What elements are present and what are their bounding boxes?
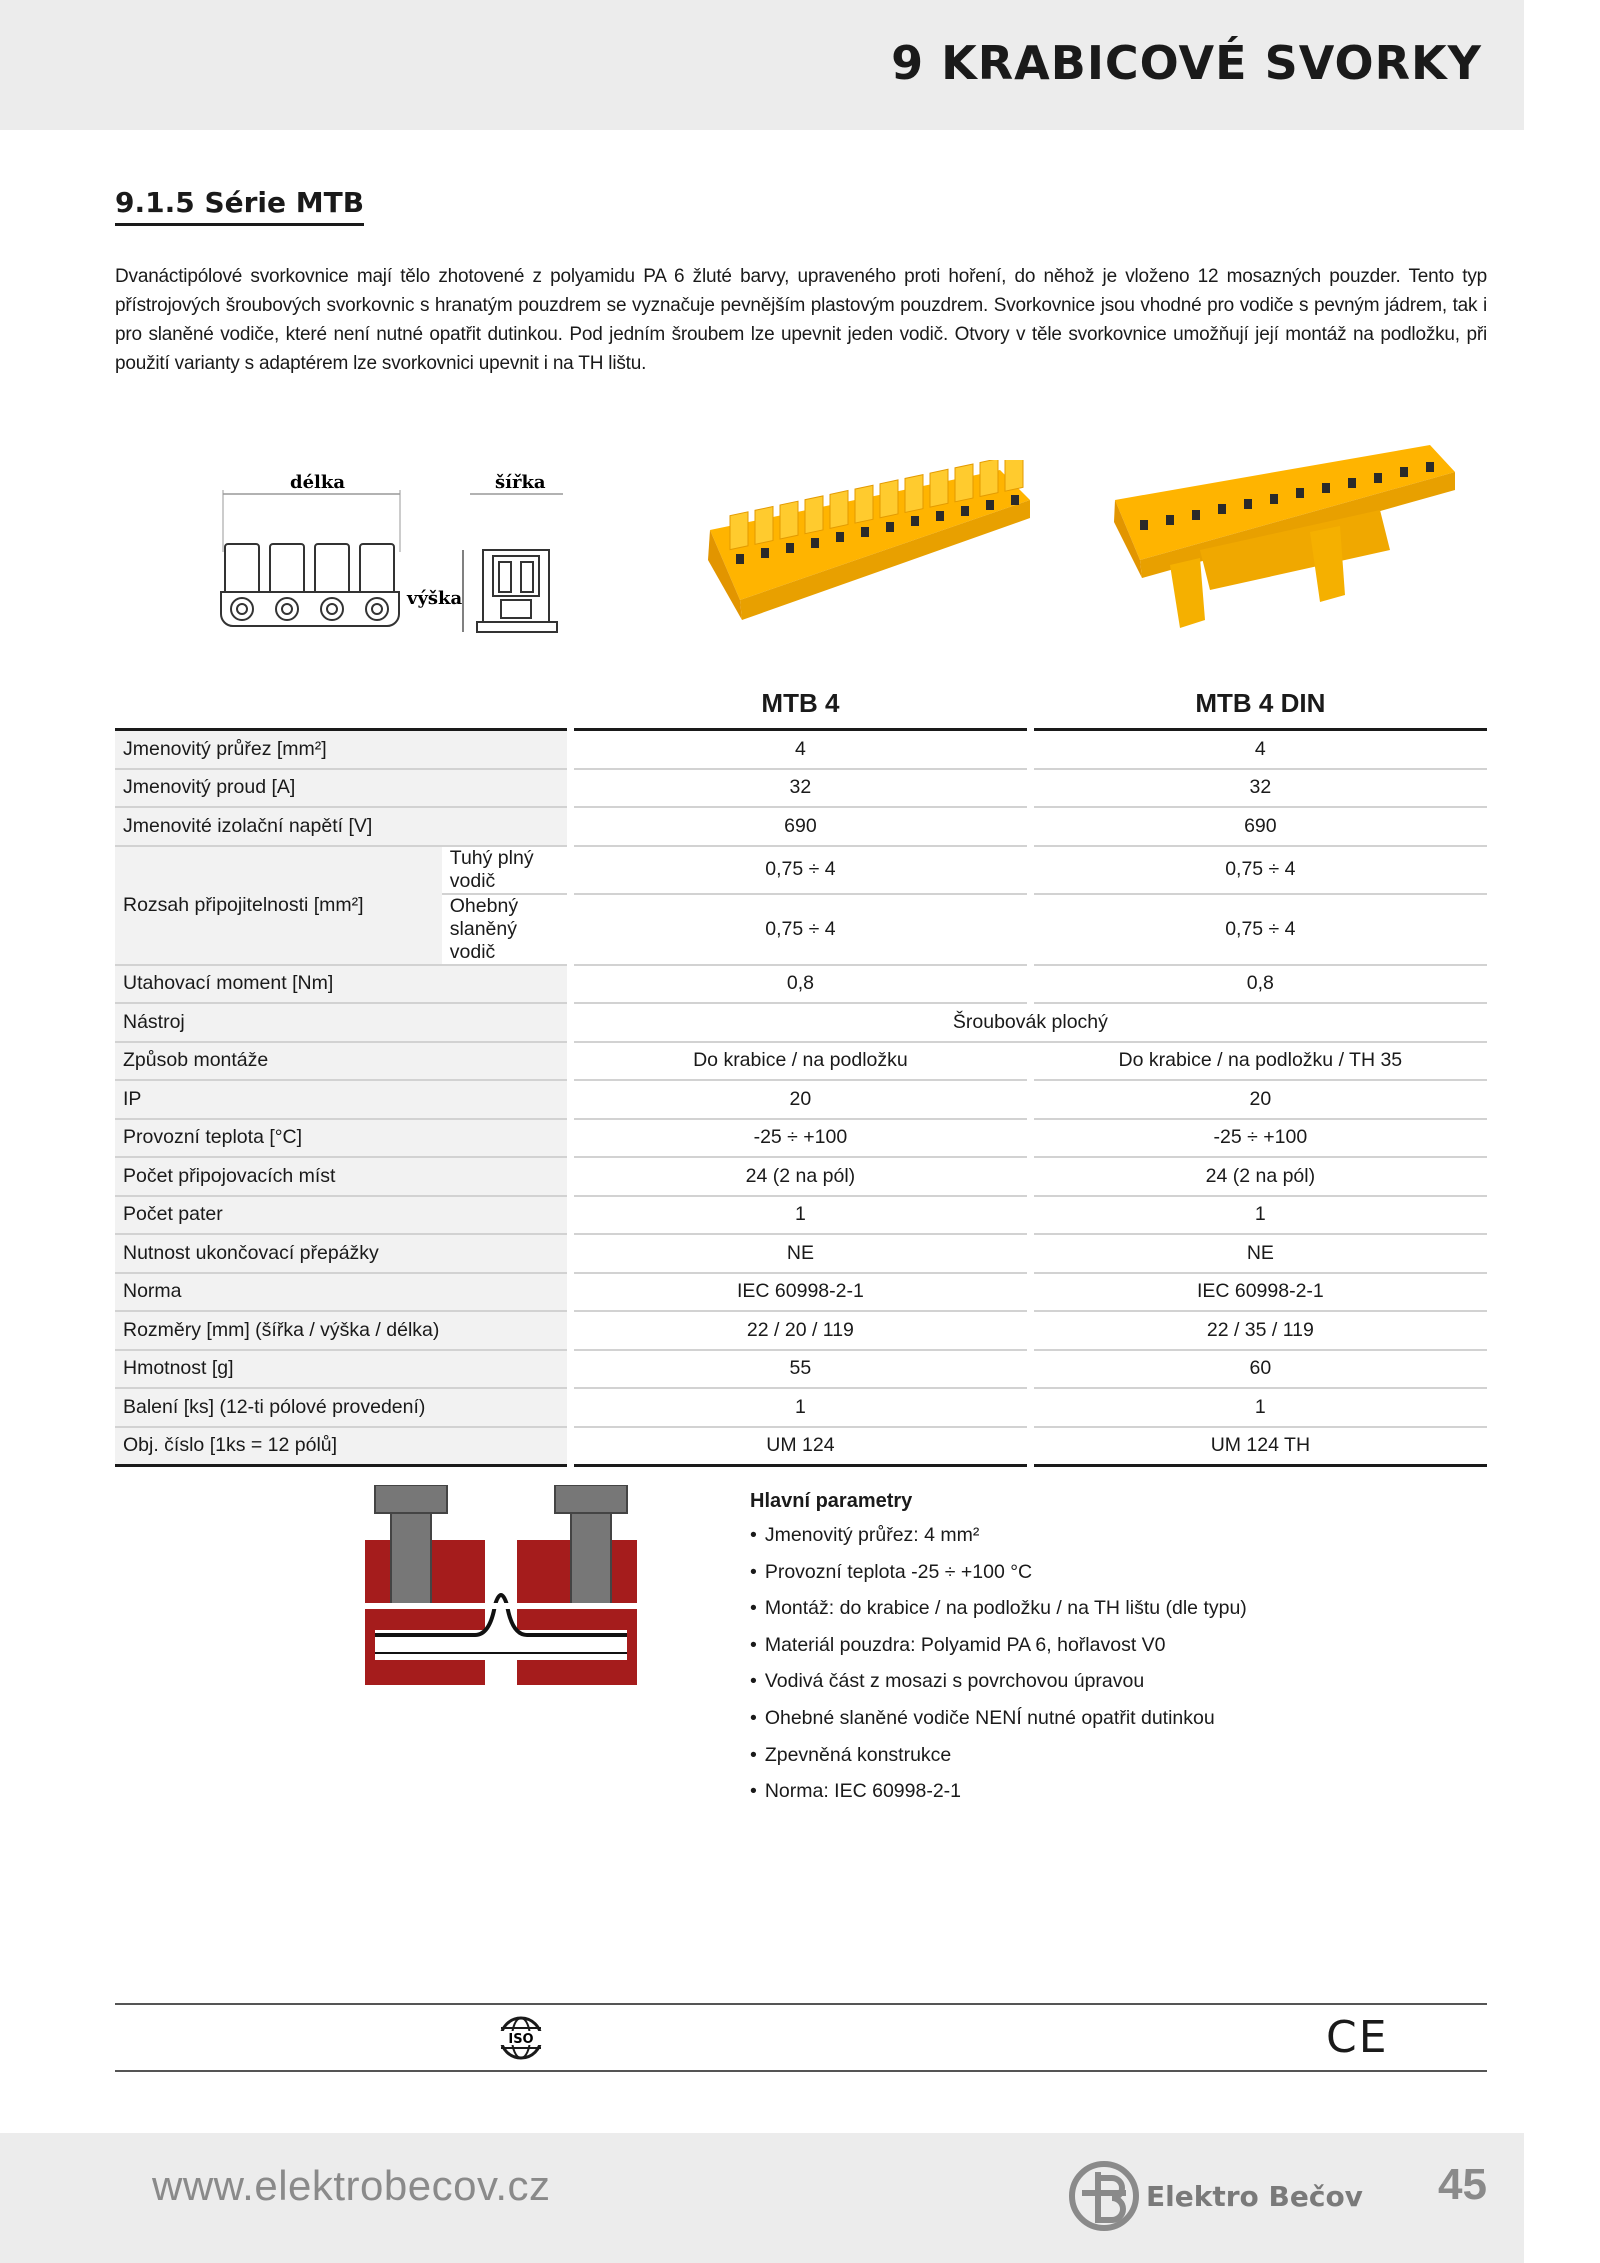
table-row <box>115 1274 1487 1313</box>
row-value-mtb4-din: 0,8 <box>1034 966 1487 1005</box>
list-item: • Materiál pouzdra: Polyamid PA 6, hořlavost V0 <box>750 1627 1450 1664</box>
table-row <box>115 1043 1487 1082</box>
row-label: IP <box>115 1081 567 1120</box>
parameters-list <box>750 1517 1450 1810</box>
row-value-mtb4-din: -25 ÷ +100 <box>1034 1120 1487 1159</box>
row-value-mtb4: 0,75 ÷ 4 <box>574 895 1027 966</box>
elektro-becov-logo-icon <box>1068 2160 1140 2232</box>
row-label: Rozsah připojitelnosti [mm²] <box>115 847 442 966</box>
row-label: Hmotnost [g] <box>115 1351 567 1390</box>
row-label: Utahovací moment [Nm] <box>115 966 567 1005</box>
ce-mark-icon: CE <box>1326 2012 1389 2063</box>
table-header-spacer <box>115 680 567 731</box>
dimension-drawing <box>215 452 595 652</box>
list-item: • Montáž: do krabice / na podložku / na TH lištu (dle typu) <box>750 1590 1450 1627</box>
table-row <box>115 1004 1487 1043</box>
table-row <box>115 1235 1487 1274</box>
table-row <box>115 1197 1487 1236</box>
row-label: Nástroj <box>115 1004 567 1043</box>
column-header-mtb4: MTB 4 <box>574 680 1027 731</box>
row-value-mtb4: 55 <box>574 1351 1027 1390</box>
row-label: Obj. číslo [1ks = 12 pólů] <box>115 1428 567 1468</box>
width-label: šířka <box>495 472 546 493</box>
table-row <box>115 1158 1487 1197</box>
row-value-mtb4-din: 20 <box>1034 1081 1487 1120</box>
brand-name: Elektro Bečov <box>1146 2179 1363 2213</box>
row-value-merged: Šroubovák plochý <box>574 1004 1487 1043</box>
length-label: délka <box>290 472 346 493</box>
table-row <box>115 1312 1487 1351</box>
chapter-title: 9 KRABICOVÉ SVORKY <box>891 36 1482 90</box>
list-item: • Provozní teplota -25 ÷ +100 °C <box>750 1554 1450 1591</box>
row-value-mtb4: -25 ÷ +100 <box>574 1120 1027 1159</box>
row-value-mtb4: 4 <box>574 731 1027 770</box>
list-item: • Zpevněná konstrukce <box>750 1737 1450 1774</box>
row-value-mtb4-din: 1 <box>1034 1197 1487 1236</box>
row-label: Počet pater <box>115 1197 567 1236</box>
website-link[interactable]: www.elektrobecov.cz <box>152 2162 551 2209</box>
spec-table <box>115 680 1487 1467</box>
row-label: Způsob montáže <box>115 1043 567 1082</box>
row-value-mtb4: 0,8 <box>574 966 1027 1005</box>
parameters-title: Hlavní parametry <box>750 1490 913 1512</box>
list-item: • Norma: IEC 60998-2-1 <box>750 1773 1450 1810</box>
intro-paragraph: Dvanáctipólové svorkovnice mají tělo zhotovené z polyamidu PA 6 žluté barvy, upraveného proti hoření, do něhož je vloženo 12 mosazných pouzder. Tento typ přístrojových šroubových svorkovnic s hranatým pouzdrem se vyznačuje pevnějším plastovým pouzdrem. Svorkovnice jsou vhodné pro vodiče s pevným jádrem, tak i pro slaněné vodiče, které není nutné opatřit dutinkou. Pod jedním šroubem lze upevnit jeden vodič. Otvory v těle svorkovnice umožňují její montáž na podložku, při použití varianty s adaptérem lze svorkovnici upevnit i na TH lištu. <box>115 266 1487 374</box>
row-value-mtb4-din: 22 / 35 / 119 <box>1034 1312 1487 1351</box>
table-row <box>115 731 1487 770</box>
row-value-mtb4: UM 124 <box>574 1428 1027 1468</box>
row-label: Nutnost ukončovací přepážky <box>115 1235 567 1274</box>
row-value-mtb4: 1 <box>574 1197 1027 1236</box>
iso-globe-icon <box>493 2015 549 2061</box>
row-label: Norma <box>115 1274 567 1313</box>
brand-logo <box>1068 2160 1363 2232</box>
table-row <box>115 1389 1487 1428</box>
row-value-mtb4-din: IEC 60998-2-1 <box>1034 1274 1487 1313</box>
row-value-mtb4: 690 <box>574 808 1027 847</box>
row-value-mtb4-din: 1 <box>1034 1389 1487 1428</box>
row-label: Počet připojovacích míst <box>115 1158 567 1197</box>
row-label: Jmenovité izolační napětí [V] <box>115 808 567 847</box>
row-value-mtb4-din: 0,75 ÷ 4 <box>1034 895 1487 966</box>
table-header-row <box>115 680 1487 731</box>
row-value-mtb4-din: 690 <box>1034 808 1487 847</box>
row-value-mtb4: IEC 60998-2-1 <box>574 1274 1027 1313</box>
row-value-mtb4-din: 0,75 ÷ 4 <box>1034 847 1487 895</box>
row-value-mtb4-din: NE <box>1034 1235 1487 1274</box>
row-value-mtb4-din: 4 <box>1034 731 1487 770</box>
table-row <box>115 1351 1487 1390</box>
section-title: 9.1.5 Série MTB <box>115 186 364 226</box>
row-label: Rozměry [mm] (šířka / výška / délka) <box>115 1312 567 1351</box>
table-row <box>115 1081 1487 1120</box>
row-value-mtb4: NE <box>574 1235 1027 1274</box>
cross-section-drawing <box>365 1485 645 1685</box>
row-label: Jmenovitý proud [A] <box>115 770 567 809</box>
row-value-mtb4: 1 <box>574 1389 1027 1428</box>
row-value-mtb4: 22 / 20 / 119 <box>574 1312 1027 1351</box>
table-row <box>115 1428 1487 1468</box>
row-value-mtb4: Do krabice / na podložku <box>574 1043 1027 1082</box>
row-label: Balení [ks] (12-ti pólové provedení) <box>115 1389 567 1428</box>
row-sublabel: Ohebný slaněný vodič <box>442 895 567 966</box>
list-item: • Ohebné slaněné vodiče NENÍ nutné opatřit dutinkou <box>750 1700 1450 1737</box>
product-figures <box>0 440 1600 660</box>
column-header-mtb4-din: MTB 4 DIN <box>1034 680 1487 731</box>
row-value-mtb4-din: 24 (2 na pól) <box>1034 1158 1487 1197</box>
table-row <box>115 770 1487 809</box>
list-item: • Vodivá část z mosazi s povrchovou úpravou <box>750 1663 1450 1700</box>
height-label: výška <box>407 588 463 609</box>
divider <box>115 2070 1487 2072</box>
page-number: 45 <box>1438 2160 1487 2209</box>
row-label: Provozní teplota [°C] <box>115 1120 567 1159</box>
main-parameters <box>750 1485 1450 1810</box>
row-value-mtb4: 24 (2 na pól) <box>574 1158 1027 1197</box>
row-value-mtb4-din: UM 124 TH <box>1034 1428 1487 1468</box>
row-value-mtb4: 20 <box>574 1081 1027 1120</box>
row-value-mtb4-din: 32 <box>1034 770 1487 809</box>
row-value-mtb4-din: Do krabice / na podložku / TH 35 <box>1034 1043 1487 1082</box>
table-row <box>115 808 1487 847</box>
iso-text: ISO <box>508 2032 534 2047</box>
table-row <box>115 1120 1487 1159</box>
row-label: Jmenovitý průřez [mm²] <box>115 731 567 770</box>
mtb4-photo <box>700 460 1040 620</box>
mtb4-din-photo <box>1110 440 1470 640</box>
row-sublabel: Tuhý plný vodič <box>442 847 567 895</box>
row-value-mtb4: 32 <box>574 770 1027 809</box>
table-row <box>115 847 1487 895</box>
row-value-mtb4: 0,75 ÷ 4 <box>574 847 1027 895</box>
row-value-mtb4-din: 60 <box>1034 1351 1487 1390</box>
table-row <box>115 966 1487 1005</box>
list-item: • Jmenovitý průřez: 4 mm² <box>750 1517 1450 1554</box>
divider <box>115 2003 1487 2005</box>
